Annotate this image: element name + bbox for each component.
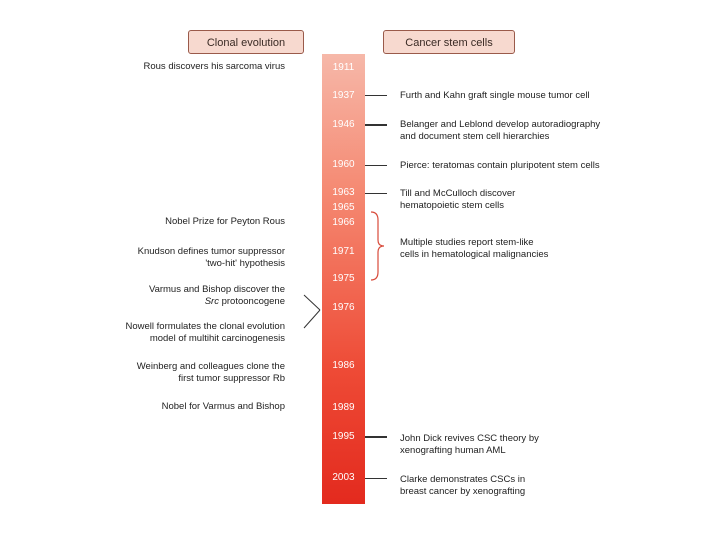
event-john-dick	[400, 433, 539, 457]
event-till-line2: hematopoietic stem cells	[400, 200, 505, 211]
event-dick-line2: xenografting human AML	[400, 445, 506, 456]
event-multiple-line2: cells in hematological malignancies	[400, 249, 549, 260]
event-belanger	[400, 119, 600, 143]
event-nobel-rous: Nobel Prize for Peyton Rous	[165, 216, 285, 227]
event-nowell-line2: model of multihit carcinogenesis	[149, 333, 285, 344]
year-label: 1975	[332, 273, 355, 284]
year-label: 1966	[332, 217, 355, 228]
hematological-bracket	[371, 212, 384, 280]
connector-varmus-line	[304, 295, 320, 310]
event-clarke-line1: Clarke demonstrates CSCs in	[400, 474, 526, 485]
year-label: 1986	[332, 360, 355, 371]
event-varmus-line2-rest: protooncogene	[218, 296, 285, 307]
event-nobel-varmus: Nobel for Varmus and Bishop	[161, 401, 285, 412]
event-weinberg-line2: first tumor suppressor Rb	[178, 373, 285, 384]
year-label: 1946	[332, 119, 355, 130]
event-knudson-line2: 'two-hit' hypothesis	[205, 258, 285, 269]
event-rous-virus: Rous discovers his sarcoma virus	[143, 61, 285, 72]
event-belanger-line1: Belanger and Leblond develop autoradiography	[400, 119, 601, 130]
src-gene-name: Src	[204, 296, 219, 307]
event-clarke-line2: breast cancer by xenografting	[400, 486, 526, 497]
tick-2003	[365, 478, 387, 479]
cancer-stem-cells-header: Cancer stem cells	[383, 30, 515, 54]
tick-1937	[365, 95, 387, 96]
event-multiple-studies	[400, 237, 548, 261]
clonal-evolution-header: Clonal evolution	[188, 30, 304, 54]
year-label: 1995	[332, 431, 355, 442]
event-belanger-line2: and document stem cell hierarchies	[400, 131, 550, 142]
event-furth-kahn: Furth and Kahn graft single mouse tumor cell	[400, 90, 590, 101]
year-label: 1976	[332, 302, 355, 313]
year-label: 1963	[332, 187, 355, 198]
event-nowell-line1: Nowell formulates the clonal evolution	[125, 321, 285, 332]
year-label: 1960	[332, 159, 355, 170]
tick-1960	[365, 165, 387, 166]
year-label: 1971	[332, 246, 355, 257]
event-weinberg-line1: Weinberg and colleagues clone the	[136, 361, 285, 372]
event-multiple-line1: Multiple studies report stem-like	[400, 237, 534, 248]
event-varmus-line1: Varmus and Bishop discover the	[148, 284, 285, 295]
event-till-mcculloch	[400, 188, 515, 212]
year-label: 1911	[332, 62, 355, 73]
event-knudson-line1: Knudson defines tumor suppressor	[137, 246, 285, 257]
event-pierce: Pierce: teratomas contain pluripotent stem cells	[400, 160, 600, 171]
event-dick-line1: John Dick revives CSC theory by	[400, 433, 539, 444]
tick-1963	[365, 193, 387, 194]
event-clarke	[400, 474, 525, 498]
event-till-line1: Till and McCulloch discover	[400, 188, 516, 199]
year-label: 1937	[332, 90, 355, 101]
tick-1995	[365, 436, 387, 438]
year-label: 2003	[332, 472, 355, 483]
connector-nowell-line	[304, 310, 320, 328]
year-label: 1965	[332, 202, 355, 213]
tick-1946	[365, 124, 387, 126]
year-label: 1989	[332, 402, 355, 413]
